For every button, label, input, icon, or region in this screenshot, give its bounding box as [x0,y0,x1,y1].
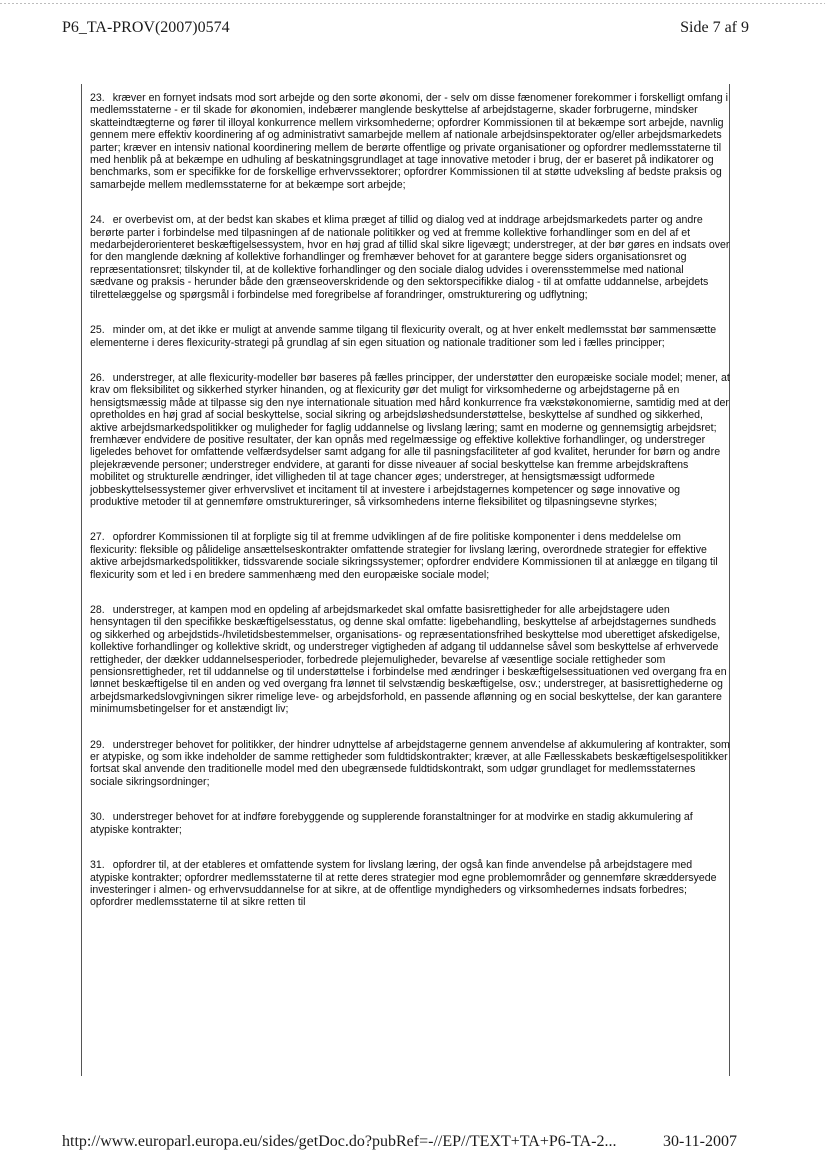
paragraph-27 [90,531,730,581]
paragraph-24 [90,214,730,301]
paragraph-number: 24. [90,214,105,227]
paragraph-text: understreger behovet for politikker, der hindrer udnyttelse af arbejdstagerne gennem anvendelse af akkumulering af kontrakter, som er atypiske, og som ikke indeholder de samme rettigheder som fuldtidskontrakter; kræver, at alle Fællesskabets beskæftigelsespolitikker fortsat skal anvende den traditionelle model med den ubegrænsede fuldtidskontrakt, som udgør grundlaget for medlemsstaternes sociale sikringsordninger; [90,738,730,788]
paragraph-text: minder om, at det ikke er muligt at anvende samme tilgang til flexicurity overalt, og at hver enkelt medlemsstat bør sammensætte elementerne i deres flexicurity-strategi på grundlag af sin egen situation og nationale traditioner som led i fælles principper; [90,324,717,349]
paragraph-29 [90,739,730,789]
paragraph-number: 30. [90,811,105,824]
print-date: 30-11-2007 [662,1133,737,1150]
document-reference: P6_TA-PROV(2007)0574 [62,19,230,36]
paragraph-number: 25. [90,324,105,337]
paragraph-31 [90,859,730,909]
paragraph-text: understreger, at kampen mod en opdeling af arbejdsmarkedet skal omfatte basisrettigheder for alle arbejdstagere uden hensyntagen til den specifikke beskæftigelsesstatus, og denne skal omfatte: ligebehandling, beskyttelse af arbejdstagernes sundheds og sikkerhed og arbejdstids-/hviletidsbestemmelser, organisations- og repræsentationsfrihed beskyttelse mod uberettiget afskedigelse, kollektive forhandlinger og kollektive skridt, og understreger vigtigheden af adgang til uddannelse såvel som beskyttelse af erhvervede rettigheder, der dækker uddannelsesperioder, forbedrede plejemuligheder, bevarelse af væsentlige sociale rettigheder som pensionsrettigheder, ret til uddannelse og til understøttelse i forbindelse med ændringer i beskæftigelsessituationen ved overgang fra en lønnet beskæftigelse til en anden og ved overgang fra lønnet til selvstændig beskæftigelse, osv.; understreger, at basisrettighederne og arbejdsmarkedslovgivningen sikrer rimelige leve- og arbejdsforhold, en passende aflønning og en social beskyttelse, der kan garantere minimumsbetingelser for et anstændigt liv; [90,604,727,716]
paragraph-number: 28. [90,604,105,616]
paragraph-number: 31. [90,859,105,872]
paragraph-text: opfordrer til, at der etableres et omfattende system for livslang læring, der også kan finde anvendelse på arbejdstagere med atypiske kontrakter; opfordrer medlemsstaterne til at rette deres strategier mod egne problemområder og gennemføre skræddersyede investeringer i almen- og erhvervsuddannelse for at sikre, at de offentlige myndigheders og virksomhedernes indsats forbedres; opfordrer medlemsstaterne til at sikre retten til [90,859,717,909]
top-dotted-rule [0,3,825,4]
paragraph-text: kræver en fornyet indsats mod sort arbejde og den sorte økonomi, der - selv om disse fænomener forekommer i forskelligt omfang i medlemsstaterne - er til skade for økonomien, indebærer manglende beskyttelse af arbejdstagerne, skader forbrugerne, mindsker skatteindtægterne og fører til illoyal konkurrence mellem virksomhederne; opfordrer Kommissionen til at bekæmpe sort arbejde, navnlig gennem mere effektiv koordinering af og administrativt samarbejde mellem af nationale arbejdsinspektorater og/eller arbejdsmarkedets parter; kræver en intensiv national koordinering mellem de berørte offentlige og private organisationer og opfordrer medlemsstaterne til med henblik på at bekæmpe en udhuling af beskatningsgrundlaget at tage innovative metoder i brug, der er baseret på indikatorer og benchmarks, som er specifikke for de forskellige erhvervssektorer; opfordrer Kommissionen til at støtte udveksling af bedste praksis og samarbejde mellem medlemsstaterne for at bekæmpe sort arbejde; [90,92,728,191]
paragraph-number: 27. [90,531,105,544]
paragraph-26 [90,372,730,508]
paragraph-number: 26. [90,371,105,384]
source-url: http://www.europarl.europa.eu/sides/getDoc.do?pubRef=-//EP//TEXT+TA+P6-TA-2... [62,1133,617,1150]
paragraph-28 [90,604,730,716]
paragraph-text: understreger behovet for at indføre forebyggende og supplerende foranstaltninger for at modvirke en stadig akkumulering af atypiske kontrakter; [90,811,693,836]
page-header [62,19,749,43]
paragraph-text: understreger, at alle flexicurity-modeller bør baseres på fælles principper, der understøtter den europæiske sociale model; mener, at krav om fleksibilitet og sikkerhed styrker hinanden, og at flexicurity gør det muligt for virksomhederne og arbejdstagerne på en hensigtsmæssig måde at tilpasse sig den nye internationale situation med hård konkurrence fra vækstøkonomierne, samtidig med at der opretholdes en høj grad af social beskyttelse, social sikring og arbejdsløshedsunderstøttelse, beskyttelse af sundhed og sikkerhed, aktive arbejdsmarkedspolitikker og muligheder for faglig uddannelse og livslang læring; samt en moderne og gennemsigtig arbejdsret; fremhæver endvidere de positive resultater, der kan opnås med regelmæssige og effektive kollektive forhandlinger, og understreger ligeledes behovet for omfattende velfærdsydelser samt adgang for alle til pasningsfaciliteter af god kvalitet, herunder for børn og andre plejekrævende personer; understreger endvidere, at garanti for disse niveauer af social beskyttelse kan fremme arbejdskraftens mobilitet og strukturelle ændringer, idet villigheden til at tage chancer øges; understreger, at hensigtsmæssigt udformede jobbeskyttelsessystemer giver erhvervslivet et incitament til at investere i arbejdstagernes kompetencer og søge innovative og produktive metoder til at gennemføre omstruktureringer, så virksomhedens interne fleksibilitet og tilpasningsevne styrkes; [90,371,730,508]
paragraph-25 [90,324,730,349]
paragraph-text: er overbevist om, at der bedst kan skabes et klima præget af tillid og dialog ved at inddrage arbejdsmarkedets parter og andre berørte parter i forbindelse med tilpasningen af de nationale politikker og ved at fremme kollektive forhandlinger som en del af et medarbejderorienteret beskæftigelsessystem, hvor en høj grad af tillid skal sikre ligevægt; understreger, at der bør gøres en indsats over for den manglende dækning af kollektive forhandlinger og fremhæver behovet for at garantere begge siders organisationsret og repræsentationsret; tilskynder til, at de kollektive forhandlinger og den sociale dialog udvides i overensstemmelse med national sædvane og praksis - herunder både den grænseoverskridende og den sektorspecifikke dialog - til at omfatte uddannelse, arbejdets tilrettelæggelse og spørgsmål i forbindelse med foregribelse af forandringer, omstrukturering og udflytning; [90,214,730,301]
paragraph-23 [90,92,730,191]
page-number: Side 7 af 9 [680,19,749,36]
paragraph-text: opfordrer Kommissionen til at forpligte sig til at fremme udviklingen af de fire politiske komponenter i dens meddelelse om flexicurity: fleksible og pålidelige ansættelseskontrakter omfattende strategier for livslang læring, overordnede strategier for effektive aktive arbejdsmarkedspolitikker, tidssvarende sociale sikringssystemer; opfordrer endvidere Kommissionen til at anlægge en tilgang til flexicurity som et led i en bredere sammenhæng med den europæiske sociale model; [90,531,718,581]
page-footer [62,1133,737,1155]
paragraph-number: 29. [90,738,105,751]
paragraph-30 [90,811,730,836]
document-body [90,92,730,932]
paragraph-number: 23. [90,92,105,104]
